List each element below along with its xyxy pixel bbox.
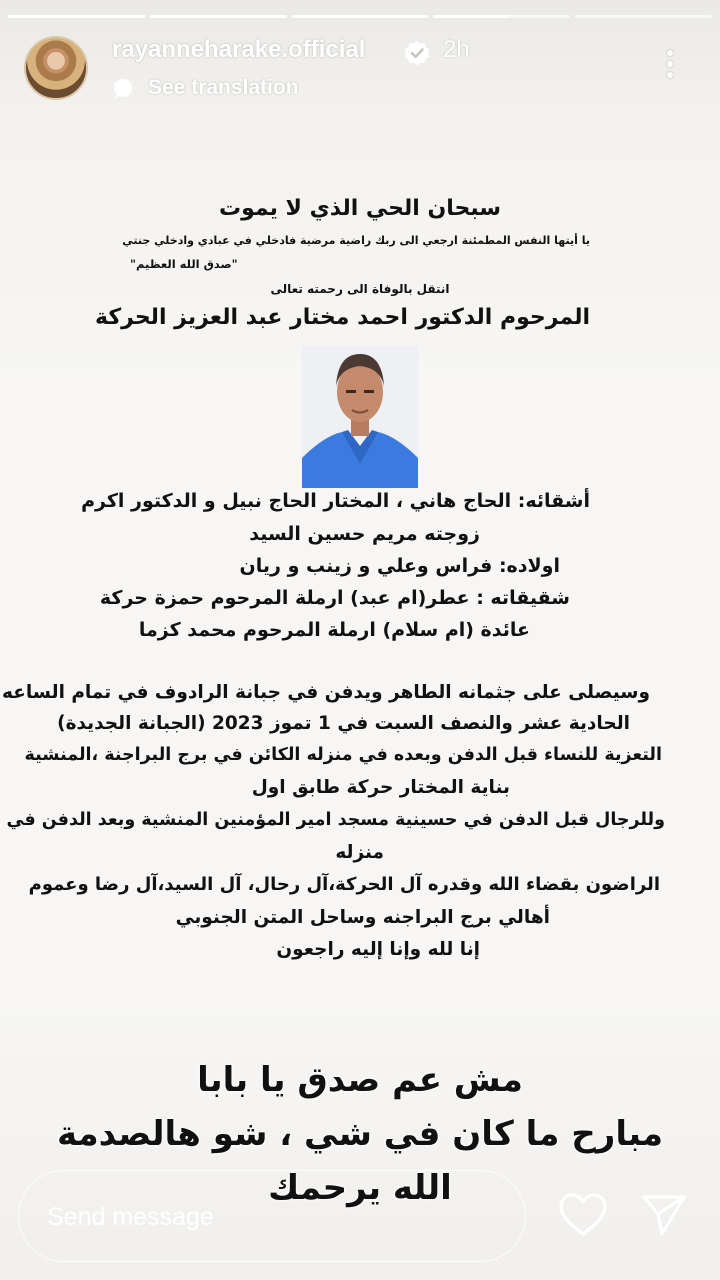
details-line: الراضون بقضاء الله وقدره آل الحركة،آل رحال، آل السيد،آل رضا وعموم <box>28 874 660 895</box>
notice-verse: يا أيتها النفس المطمئنة ارجعي الى ربك راضية مرضية فادخلي في عبادي وادخلي جنتي <box>122 234 590 247</box>
details-line: إنا لله وإنا إليه راجعون <box>276 939 480 960</box>
deceased-name: المرحوم الدكتور احمد مختار عبد العزيز الحركة <box>95 305 590 330</box>
details-line: أهالي برج البراجنه وساحل المتن الجنوبي <box>175 907 550 928</box>
story-progress <box>8 15 712 18</box>
family-line: زوجته مريم حسين السيد <box>249 523 480 545</box>
details-line: وسيصلى على جثمانه الطاهر ويدفن في جبانة الرادوف في تمام الساعه <box>2 682 650 703</box>
family-line: عائدة (ام سلام) ارملة المرحوم محمد كزما <box>138 619 530 641</box>
heart-icon[interactable] <box>558 1192 608 1238</box>
see-translation-link[interactable]: See translation <box>148 76 299 99</box>
details-line: بناية المختار حركة طابق اول <box>251 777 510 798</box>
verified-badge-icon <box>403 39 431 67</box>
family-line: شقيقاته : عطر(ام عبد) ارملة المرحوم حمزة حركة <box>99 587 570 609</box>
post-time: 2h <box>443 36 470 63</box>
details-line: التعزية للنساء قبل الدفن وبعده في منزله الكائن في برج البراجنة ،المنشية <box>24 745 662 765</box>
story-caption-line: مبارح ما كان في شي ، شو هالصدمة <box>56 1114 664 1154</box>
story-caption-line: مش عم صدق يا بابا <box>197 1060 523 1100</box>
notice-verse-end: "صدق الله العظيم" <box>130 257 238 271</box>
progress-segment <box>150 15 287 18</box>
progress-segment <box>8 15 145 18</box>
message-composer[interactable] <box>18 1170 526 1262</box>
family-line: اولاده: فراس وعلي و زينب و ريان <box>239 555 560 577</box>
notice-heading: سبحان الحي الذي لا يموت <box>218 196 502 221</box>
avatar[interactable] <box>24 36 88 100</box>
progress-fill <box>8 15 145 18</box>
progress-segment <box>575 15 712 18</box>
progress-segment <box>433 15 570 18</box>
progress-fill <box>433 15 508 18</box>
details-line: الحادية عشر والنصف السبت في 1 تموز 2023 (الجبانة الجديدة) <box>57 713 630 734</box>
portrait-photo <box>302 346 418 488</box>
progress-segment <box>292 15 429 18</box>
send-icon[interactable] <box>640 1192 688 1238</box>
progress-fill <box>292 15 429 18</box>
progress-fill <box>150 15 287 18</box>
details-line: منزله <box>335 842 384 863</box>
notice-announce: انتقل بالوفاة الى رحمته تعالى <box>270 282 450 296</box>
translate-icon[interactable] <box>112 78 136 100</box>
more-options-icon[interactable] <box>664 50 676 84</box>
username[interactable]: rayanneharake.official <box>112 36 366 63</box>
family-line: أشقائه: الحاج هاني ، المختار الحاج نبيل و الدكتور اكرم <box>81 490 590 512</box>
details-line: وللرجال قبل الدفن في حسينية مسجد امير المؤمنين المنشية وبعد الدفن في <box>6 810 665 830</box>
story-caption-line: الله يرحمك <box>268 1168 452 1208</box>
send-message-input[interactable] <box>47 1197 487 1237</box>
